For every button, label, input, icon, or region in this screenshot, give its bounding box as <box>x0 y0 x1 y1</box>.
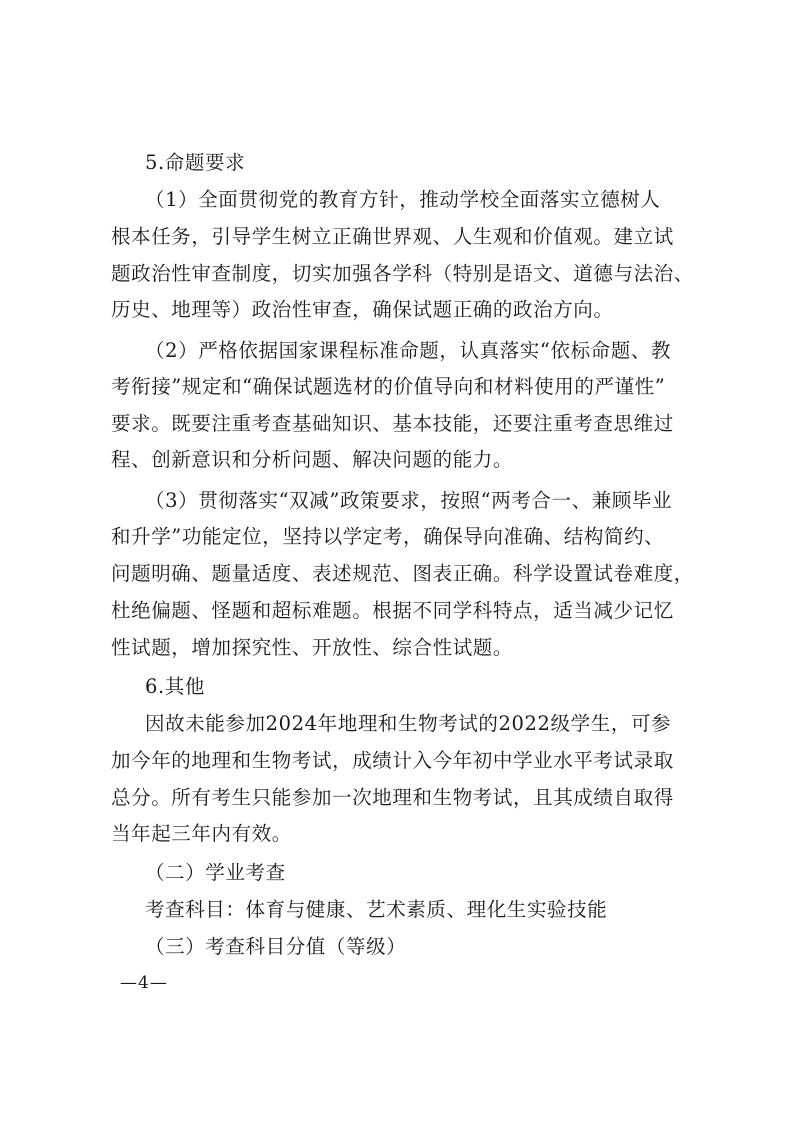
paragraph-line: 考衔接”规定和“确保试题选材的价值导向和材料使用的严谨性” <box>111 375 666 398</box>
section-heading-subject-scores: （三）考查科目分值（等级） <box>145 935 407 958</box>
paragraph-line: 和升学”功能定位，坚持以学定考，确保导向准确、结构简约、 <box>111 525 665 548</box>
paragraph-line: （1）全面贯彻党的教育方针，推动学校全面落实立德树人 <box>145 188 661 211</box>
page-number: —4— <box>120 973 168 993</box>
paragraph-line: 当年起三年内有效。 <box>111 822 292 845</box>
section-heading-academic-review: （二）学业考查 <box>145 861 286 884</box>
heading-5-command-requirements: 5.命题要求 <box>145 151 246 174</box>
paragraph-line: 历史、地理等）政治性审查，确保试题正确的政治方向。 <box>111 298 614 321</box>
paragraph-line: 性试题，增加探究性、开放性、综合性试题。 <box>111 636 514 659</box>
heading-6-other: 6.其他 <box>145 675 206 698</box>
paragraph-line: （2）严格依据国家课程标准命题，认真落实“依标命题、教 <box>145 339 672 362</box>
paragraph-line: （3）贯彻落实“双减”政策要求，按照“两考合一、兼顾毕业 <box>145 489 673 512</box>
paragraph-line: 杜绝偏题、怪题和超标难题。根据不同学科特点，适当减少记忆 <box>111 599 674 622</box>
paragraph-line: 因故未能参加2024年地理和生物考试的2022级学生，可参 <box>145 712 672 735</box>
paragraph-line: 程、创新意识和分析问题、解决问题的能力。 <box>111 448 514 471</box>
review-subjects-line: 考查科目：体育与健康、艺术素质、理化生实验技能 <box>145 898 608 921</box>
paragraph-line: 加今年的地理和生物考试，成绩计入今年初中学业水平考试录取 <box>111 749 674 772</box>
paragraph-line: 问题明确、题量适度、表述规范、图表正确。科学设置试卷难度， <box>111 562 694 585</box>
paragraph-line: 总分。所有考生只能参加一次地理和生物考试，且其成绩自取得 <box>111 786 674 809</box>
paragraph-line: 题政治性审查制度，切实加强各学科（特别是语文、道德与法治、 <box>111 262 694 285</box>
paragraph-line: 根本任务，引导学生树立正确世界观、人生观和价值观。建立试 <box>111 225 674 248</box>
paragraph-line: 要求。既要注重考查基础知识、基本技能，还要注重考查思维过 <box>111 412 674 435</box>
